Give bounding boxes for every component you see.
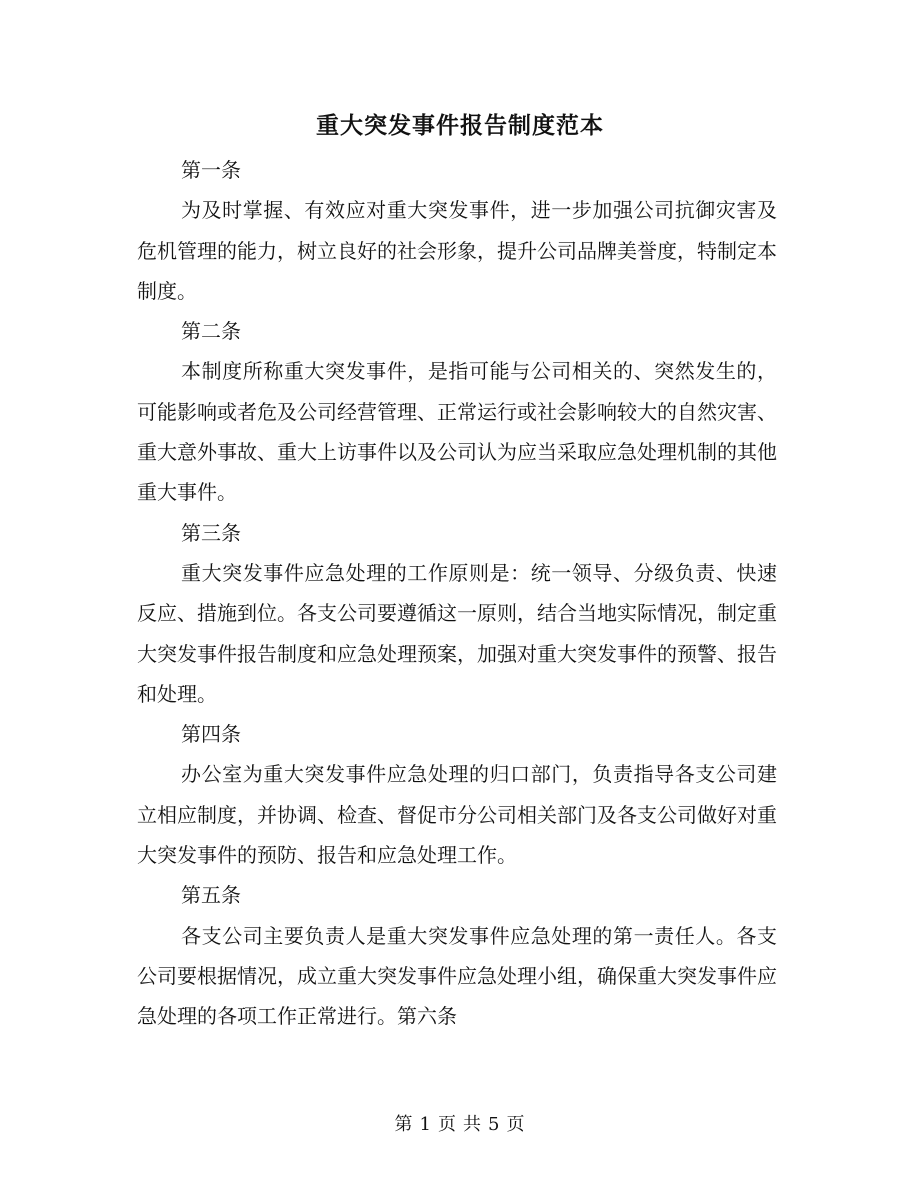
article-paragraph: 办公室为重大突发事件应急处理的归口部门，负责指导各支公司建立相应制度，并协调、检查、督促市分公司相关部门及各支公司做好对重大突发事件的预防、报告和应急处理工作。 bbox=[137, 762, 777, 868]
article-paragraph: 为及时掌握、有效应对重大突发事件，进一步加强公司抗御灾害及危机管理的能力，树立良好的社会形象，提升公司品牌美誉度，特制定本制度。 bbox=[137, 198, 777, 303]
page-footer-total-word: 共 bbox=[463, 1114, 482, 1135]
document-body bbox=[137, 150, 777, 1037]
article-paragraph: 本制度所称重大突发事件，是指可能与公司相关的、突然发生的，可能影响或者危及公司经营管理、正常运行或社会影响较大的自然灾害、重大意外事故、重大上访事件以及公司认为应当采取应急处理机制的其他重大事件。 bbox=[137, 359, 777, 505]
total-page-count: 5 bbox=[488, 1114, 501, 1135]
article-paragraph: 重大突发事件应急处理的工作原则是：统一领导、分级负责、快速反应、措施到位。各支公司要遵循这一原则，结合当地实际情况，制定重大突发事件报告制度和应急处理预案，加强对重大突发事件的预警、报告和处理。 bbox=[137, 560, 777, 706]
article-heading: 第三条 bbox=[181, 520, 241, 545]
page-footer-suffix: 页 bbox=[506, 1114, 526, 1135]
page-footer-prefix: 第 bbox=[394, 1114, 414, 1135]
page-footer bbox=[0, 1110, 920, 1140]
article-paragraph: 各支公司主要负责人是重大突发事件应急处理的第一责任人。各支公司要根据情况，成立重大突发事件应急处理小组，确保重大突发事件应急处理的各项工作正常进行。第六条 bbox=[137, 923, 777, 1029]
current-page-number: 1 bbox=[419, 1114, 432, 1135]
article-heading: 第一条 bbox=[181, 158, 241, 182]
document-title: 重大突发事件报告制度范本 bbox=[316, 112, 604, 139]
article-heading: 第二条 bbox=[181, 319, 241, 344]
article-heading: 第四条 bbox=[181, 722, 241, 747]
page-footer-page-word: 页 bbox=[438, 1114, 457, 1135]
article-heading: 第五条 bbox=[181, 883, 241, 908]
